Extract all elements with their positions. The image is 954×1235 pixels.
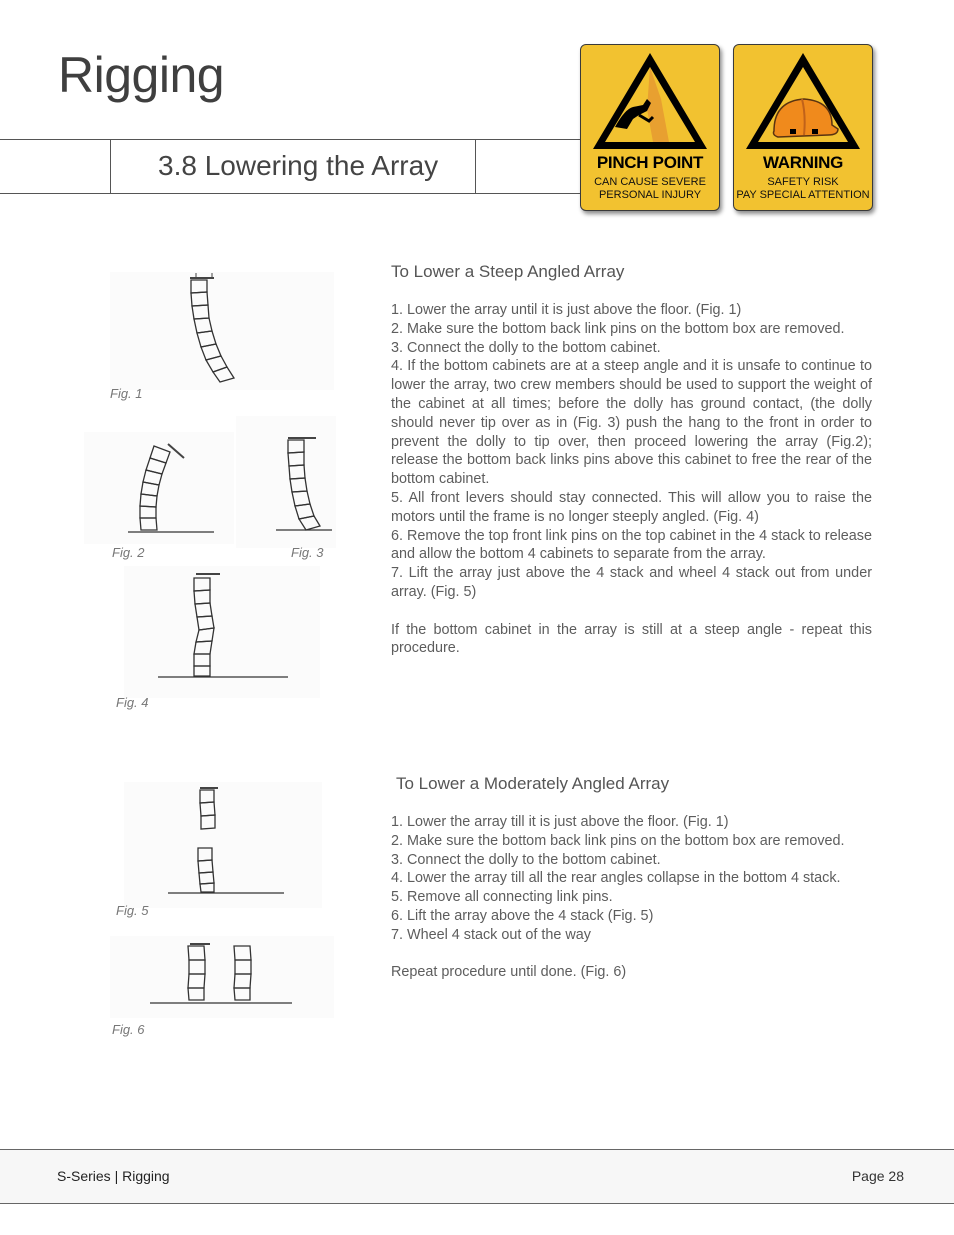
fig2-illustration (84, 432, 234, 544)
pinch-point-line-1: CAN CAUSE SEVERE (594, 176, 706, 188)
section-title: 3.8 Lowering the Array (158, 150, 439, 181)
fig3-label: Fig. 3 (291, 545, 324, 560)
header-divider-left (110, 139, 111, 193)
page-title: Rigging (58, 47, 225, 103)
steep-heading: To Lower a Steep Angled Array (391, 262, 625, 281)
warning-heading: WARNING (762, 153, 844, 172)
pinch-point-heading: PINCH POINT (596, 153, 704, 172)
fig1-illustration (110, 272, 334, 390)
fig4-illustration (124, 566, 320, 698)
moderate-step-6: 6. Lift the array above the 4 stack (Fig. 5) (391, 907, 654, 924)
steep-step-2: 2. Make sure the bottom back link pins on the bottom box are removed. (391, 320, 845, 337)
spacer (391, 602, 872, 621)
warning-sign (733, 44, 873, 211)
steep-step-7: 7. Lift the array just above the 4 stack and wheel 4 stack out from under array. (Fig. 5) (391, 565, 872, 600)
pinch-point-line-2: PERSONAL INJURY (598, 189, 702, 201)
steep-step-3: 3. Connect the dolly to the bottom cabinet. (391, 339, 661, 356)
fig3-illustration (236, 416, 336, 548)
moderate-heading: To Lower a Moderately Angled Array (396, 774, 670, 793)
page-number: Page 28 (851, 1168, 904, 1184)
pinch-point-icon (589, 49, 711, 153)
steep-step-4: 4. If the bottom cabinets are at a steep angle and it is unsafe to continue to lower the array, two crew members should be used to support the weight of the cabinet at all times; before the dolly has ground contact, (the dolly should never tip over as in (Fig. 3) push the hang to the front in order to prevent the dolly to tip over, then proceed lowering the array (Fig.2); release the bottom back links pins above this cabinet to free the rear of the bottom cabinet. (391, 358, 872, 488)
moderate-step-5: 5. Remove all connecting link pins. (391, 889, 613, 906)
moderate-step-7: 7. Wheel 4 stack out of the way (391, 926, 591, 943)
moderate-note: Repeat procedure until done. (Fig. 6) (391, 964, 627, 981)
moderate-step-1: 1. Lower the array till it is just above the floor. (Fig. 1) (391, 814, 729, 830)
fig5-label: Fig. 5 (116, 903, 149, 918)
steep-step-5: 5. All front levers should stay connected. This will allow you to raise the motors until the frame is no longer steeply angled. (Fig. 4) (391, 489, 872, 525)
moderate-step-2: 2. Make sure the bottom back link pins on the bottom box are removed. (391, 832, 845, 849)
warning-line-1: SAFETY RISK (767, 176, 839, 188)
warning-line-2: PAY SPECIAL ATTENTION (736, 189, 870, 201)
fig1-label: Fig. 1 (110, 386, 143, 401)
steep-step-6: 6. Remove the top front link pins on the top cabinet in the 4 stack to release and allow the bottom 4 cabinets to separate from the array. (391, 527, 872, 563)
fig2-label: Fig. 2 (112, 545, 145, 560)
header-rule-bottom (0, 193, 580, 194)
fig6-label: Fig. 6 (112, 1022, 145, 1037)
fig5-illustration (124, 782, 322, 908)
footer-breadcrumb: S-Series | Rigging (57, 1168, 170, 1184)
hard-hat-icon (742, 49, 864, 153)
moderate-step-4: 4. Lower the array till all the rear angles collapse in the bottom 4 stack. (391, 870, 841, 887)
fig4-label: Fig. 4 (116, 695, 149, 710)
fig6-illustration (110, 936, 334, 1018)
spacer (391, 945, 872, 964)
pinch-point-sign (580, 44, 720, 211)
header-divider-right (475, 139, 476, 193)
steep-steps (391, 301, 872, 658)
header-rule-top (0, 139, 580, 140)
moderate-steps (391, 813, 872, 982)
steep-note: If the bottom cabinet in the array is still at a steep angle - repeat this procedure. (391, 621, 872, 657)
moderate-step-3: 3. Connect the dolly to the bottom cabinet. (391, 851, 661, 868)
steep-step-1: 1. Lower the array until it is just above the floor. (Fig. 1) (391, 302, 742, 318)
